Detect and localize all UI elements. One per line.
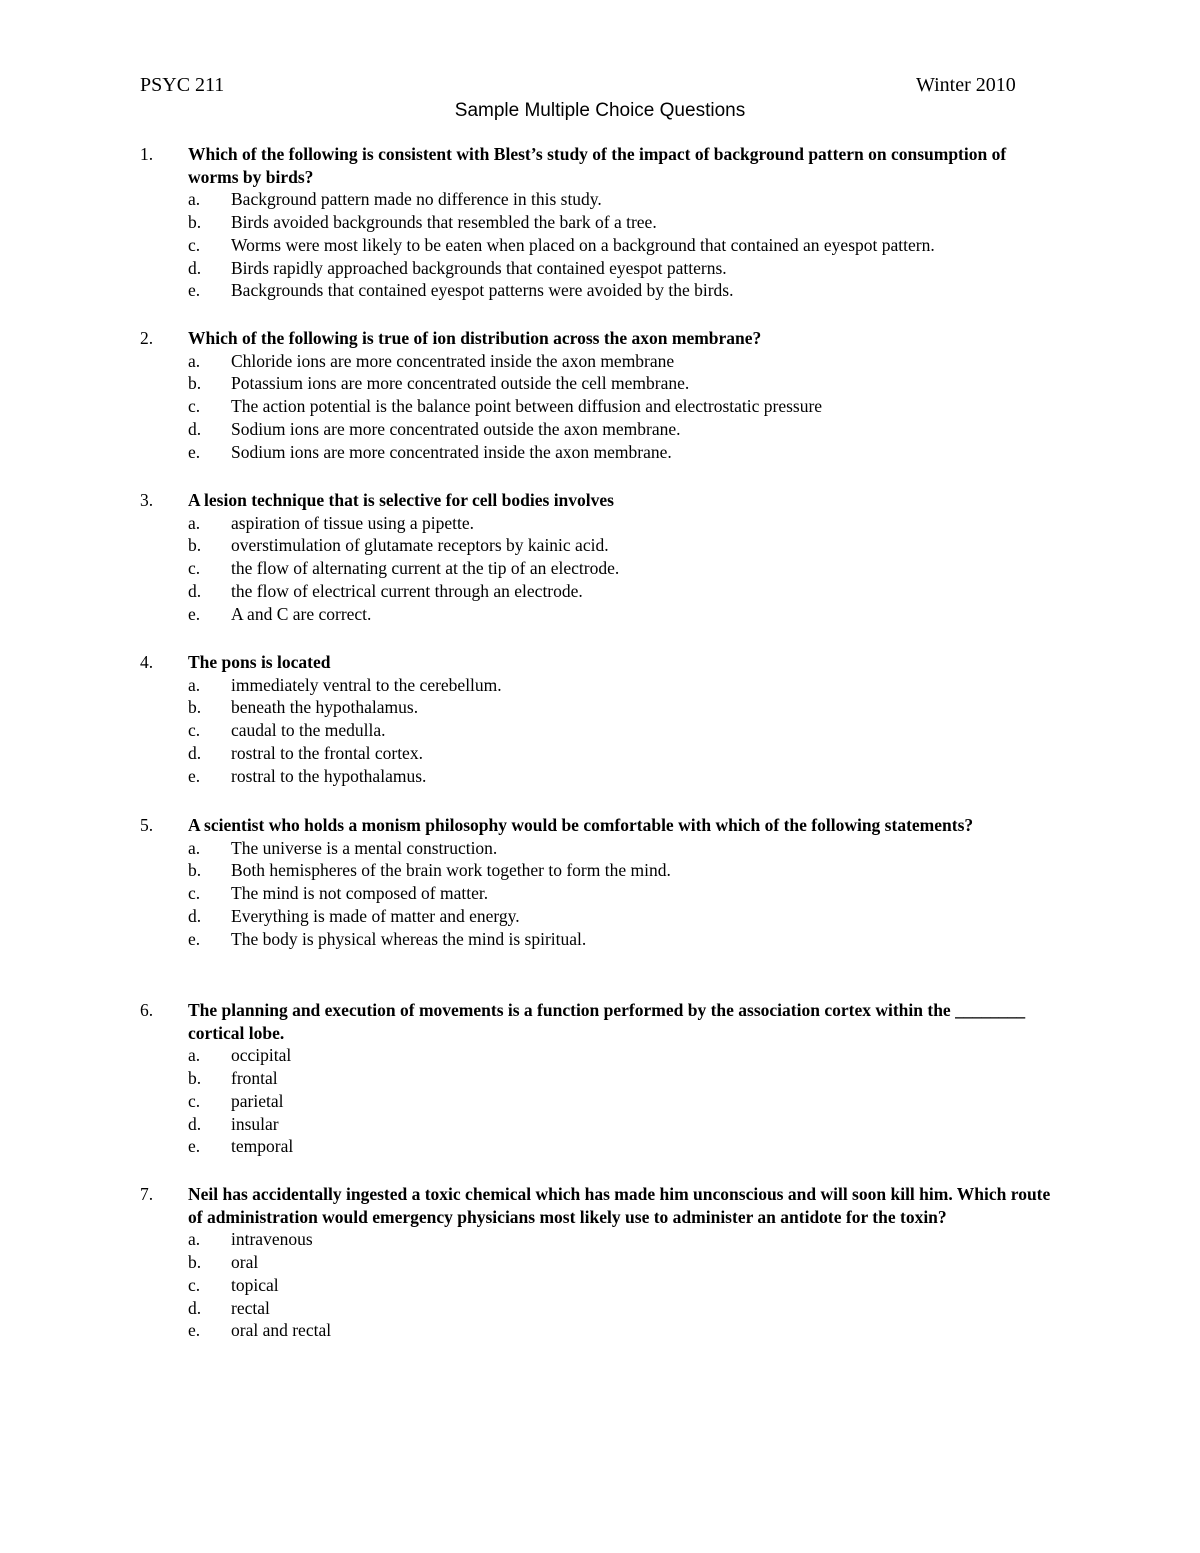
option-text: rectal xyxy=(231,1297,270,1318)
option-text: oral xyxy=(231,1252,259,1273)
option-text: Sodium ions are more concentrated inside the axon membrane. xyxy=(231,441,672,462)
option-text: Sodium ions are more concentrated outside the axon membrane. xyxy=(231,418,681,439)
question-6 xyxy=(140,999,1060,1158)
option-letter: d. xyxy=(188,742,202,763)
term: Winter 2010 xyxy=(916,74,1016,96)
option-e xyxy=(140,1135,1060,1158)
question-number: 7. xyxy=(140,1184,154,1204)
question-text: Which of the following is consistent with Blest’s study of the impact of background pattern on consumption of worms by birds? xyxy=(188,144,1007,187)
option-letter: b. xyxy=(188,212,202,233)
option-b xyxy=(140,211,1060,234)
option-d xyxy=(140,418,1060,441)
option-c xyxy=(140,557,1060,580)
option-text: The body is physical whereas the mind is spiritual. xyxy=(231,928,587,949)
option-text: occipital xyxy=(231,1045,292,1066)
option-letter: a. xyxy=(188,674,201,695)
option-text: parietal xyxy=(231,1090,284,1111)
option-letter: a. xyxy=(188,1229,201,1250)
question-number: 3. xyxy=(140,490,154,510)
option-d xyxy=(140,580,1060,603)
option-letter: a. xyxy=(188,1045,201,1066)
option-letter: a. xyxy=(188,189,201,210)
option-text: intravenous xyxy=(231,1229,313,1250)
option-letter: c. xyxy=(188,558,201,579)
option-b xyxy=(140,534,1060,557)
option-text: the flow of electrical current through an electrode. xyxy=(231,580,583,601)
option-letter: e. xyxy=(188,603,201,624)
option-text: overstimulation of glutamate receptors by kainic acid. xyxy=(231,535,609,556)
option-letter: e. xyxy=(188,1136,201,1157)
option-e xyxy=(140,603,1060,626)
question-5 xyxy=(140,814,1060,950)
option-b xyxy=(140,372,1060,395)
option-c xyxy=(140,719,1060,742)
option-e xyxy=(140,928,1060,951)
option-text: Background pattern made no difference in this study. xyxy=(231,189,602,210)
option-letter: d. xyxy=(188,580,202,601)
question-1 xyxy=(140,143,1060,302)
option-e xyxy=(140,279,1060,302)
option-text: aspiration of tissue using a pipette. xyxy=(231,512,475,533)
page-title: Sample Multiple Choice Questions xyxy=(454,100,746,121)
question-stem xyxy=(140,814,1060,837)
question-number: 4. xyxy=(140,652,154,672)
question-number: 5. xyxy=(140,815,154,835)
option-text: Potassium ions are more concentrated outside the cell membrane. xyxy=(231,373,690,394)
option-d xyxy=(140,742,1060,765)
option-letter: e. xyxy=(188,765,201,786)
option-text: Both hemispheres of the brain work together to form the mind. xyxy=(231,860,671,881)
option-text: immediately ventral to the cerebellum. xyxy=(231,674,502,695)
option-text: caudal to the medulla. xyxy=(231,720,386,741)
course-code: PSYC 211 xyxy=(140,74,225,96)
option-letter: d. xyxy=(188,1297,202,1318)
option-c xyxy=(140,234,1060,257)
option-letter: e. xyxy=(188,928,201,949)
option-letter: d. xyxy=(188,905,202,926)
option-d xyxy=(140,905,1060,928)
question-text: The pons is located xyxy=(188,652,331,672)
question-number: 1. xyxy=(140,144,154,164)
option-letter: c. xyxy=(188,720,201,741)
option-c xyxy=(140,1090,1060,1113)
option-text: frontal xyxy=(231,1068,278,1089)
option-d xyxy=(140,1113,1060,1136)
option-letter: c. xyxy=(188,883,201,904)
option-letter: a. xyxy=(188,350,201,371)
option-letter: d. xyxy=(188,1113,202,1134)
question-stem xyxy=(140,143,1060,188)
option-letter: a. xyxy=(188,512,201,533)
option-a xyxy=(140,1044,1060,1067)
question-stem xyxy=(140,327,1060,350)
question-number: 6. xyxy=(140,1000,154,1020)
question-text: A lesion technique that is selective for cell bodies involves xyxy=(188,490,614,510)
option-letter: e. xyxy=(188,1320,201,1341)
option-text: Birds avoided backgrounds that resembled the bark of a tree. xyxy=(231,212,657,233)
option-b xyxy=(140,696,1060,719)
option-text: Birds rapidly approached backgrounds that contained eyespot patterns. xyxy=(231,257,727,278)
question-stem xyxy=(140,489,1060,512)
option-letter: c. xyxy=(188,396,201,417)
option-a xyxy=(140,188,1060,211)
option-text: Backgrounds that contained eyespot patterns were avoided by the birds. xyxy=(231,280,734,301)
question-text: A scientist who holds a monism philosophy would be comfortable with which of the following statements? xyxy=(188,815,974,835)
option-a xyxy=(140,674,1060,697)
option-letter: c. xyxy=(188,234,201,255)
option-text: Chloride ions are more concentrated inside the axon membrane xyxy=(231,350,675,371)
option-a xyxy=(140,837,1060,860)
option-letter: c. xyxy=(188,1274,201,1295)
option-b xyxy=(140,1067,1060,1090)
option-e xyxy=(140,765,1060,788)
question-stem xyxy=(140,1183,1060,1228)
option-a xyxy=(140,1228,1060,1251)
option-text: A and C are correct. xyxy=(231,603,372,624)
option-text: Worms were most likely to be eaten when placed on a background that contained an eyespot pattern. xyxy=(231,234,935,255)
option-letter: b. xyxy=(188,697,202,718)
option-a xyxy=(140,350,1060,373)
option-text: insular xyxy=(231,1113,279,1134)
option-letter: b. xyxy=(188,860,202,881)
option-letter: d. xyxy=(188,257,202,278)
option-letter: c. xyxy=(188,1090,201,1111)
option-b xyxy=(140,1251,1060,1274)
option-letter: b. xyxy=(188,1252,202,1273)
question-stem xyxy=(140,999,1060,1044)
option-b xyxy=(140,859,1060,882)
option-a xyxy=(140,512,1060,535)
option-text: The mind is not composed of matter. xyxy=(231,883,489,904)
option-text: The action potential is the balance point between diffusion and electrostatic pressure xyxy=(231,396,823,417)
option-text: rostral to the frontal cortex. xyxy=(231,742,423,763)
question-2 xyxy=(140,327,1060,463)
option-text: beneath the hypothalamus. xyxy=(231,697,419,718)
question-text: Neil has accidentally ingested a toxic chemical which has made him unconscious and will soon kill him. Which route of administration would emergency physicians most likely use to administer an antidote for the toxin? xyxy=(188,1184,1051,1227)
option-letter: b. xyxy=(188,535,202,556)
option-d xyxy=(140,1297,1060,1320)
option-e xyxy=(140,1319,1060,1342)
option-text: temporal xyxy=(231,1136,294,1157)
option-text: topical xyxy=(231,1274,279,1295)
option-d xyxy=(140,257,1060,280)
option-letter: e. xyxy=(188,280,201,301)
question-stem xyxy=(140,651,1060,674)
option-text: oral and rectal xyxy=(231,1320,332,1341)
option-text: the flow of alternating current at the tip of an electrode. xyxy=(231,558,620,579)
question-text: The planning and execution of movements is a function performed by the association cortex within the ________ cortical lobe. xyxy=(188,1000,1026,1043)
option-text: The universe is a mental construction. xyxy=(231,837,498,858)
option-letter: d. xyxy=(188,418,202,439)
option-c xyxy=(140,395,1060,418)
question-3 xyxy=(140,489,1060,625)
option-letter: a. xyxy=(188,837,201,858)
option-text: rostral to the hypothalamus. xyxy=(231,765,427,786)
option-c xyxy=(140,882,1060,905)
option-text: Everything is made of matter and energy. xyxy=(231,905,520,926)
option-letter: b. xyxy=(188,1068,202,1089)
option-e xyxy=(140,441,1060,464)
option-letter: b. xyxy=(188,373,202,394)
option-c xyxy=(140,1274,1060,1297)
question-4 xyxy=(140,651,1060,787)
question-text: Which of the following is true of ion distribution across the axon membrane? xyxy=(188,328,762,348)
question-7 xyxy=(140,1183,1060,1342)
question-number: 2. xyxy=(140,328,154,348)
option-letter: e. xyxy=(188,441,201,462)
